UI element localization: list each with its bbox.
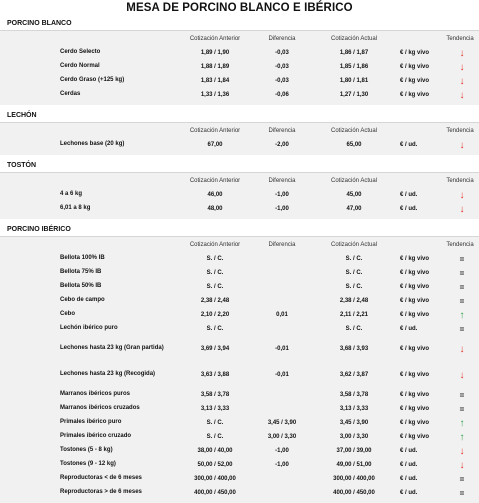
unidad: € / kg vivo [400,372,430,378]
table-row [0,336,479,362]
cotizacion-actual: 300,00 / 400,00 [333,476,375,482]
table-row [0,46,479,60]
trend-cell [450,308,474,322]
section-table [0,31,479,105]
product-name: Bellota 100% IB [60,255,105,262]
header-cotizacion-actual: Cotización Actual [330,127,378,134]
trend-cell [450,280,474,294]
cotizacion-anterior: S. / C. [206,256,224,262]
product-name: Cerdo Selecto [60,49,101,56]
product-name: 4 a 6 kg [60,191,83,198]
header-tendencia: Tendencia [446,35,474,42]
arrow-up-icon: ↑ [459,417,465,429]
product-name: Reproductoras < de 6 meses [60,475,142,482]
diferencia: -0,03 [275,64,289,70]
sections-container [0,17,479,503]
cotizacion-actual: 47,00 [346,206,362,212]
equal-icon: = [459,282,465,292]
cotizacion-actual: 3,00 / 3,30 [339,434,369,440]
header-diferencia: Diferencia [268,241,296,248]
table-row [0,294,479,308]
column-header-row [0,237,479,252]
header-diferencia: Diferencia [268,177,296,184]
unidad: € / kg vivo [400,298,430,304]
table-row [0,188,479,202]
product-name: Cerdas [60,91,81,98]
header-cotizacion-anterior: Cotización Anterior [189,177,241,184]
unidad: € / kg vivo [400,92,430,98]
trend-cell [450,416,474,430]
section-table [0,237,479,503]
trend-cell [450,322,474,336]
cotizacion-actual: 2,11 / 2,21 [339,312,369,318]
product-name: Lechones hasta 23 kg (Gran partida) [60,345,164,352]
product-name: Primales ibérico cruzado [60,433,132,440]
cotizacion-actual: 3,68 / 3,93 [339,346,369,352]
product-name: Marranos ibéricos cruzados [60,405,140,412]
arrow-down-icon: ↓ [459,459,465,471]
diferencia: 3,45 / 3,90 [267,420,297,426]
arrow-down-icon: ↓ [459,47,465,59]
header-cotizacion-actual: Cotización Actual [330,35,378,42]
unidad: € / kg vivo [400,406,430,412]
diferencia: -1,00 [275,192,289,198]
trend-cell [450,294,474,308]
unidad: € / kg vivo [400,50,430,56]
diferencia: -2,00 [275,142,289,148]
cotizacion-actual: 1,27 / 1,30 [339,92,369,98]
equal-icon: = [459,296,465,306]
cotizacion-anterior: 2,10 / 2,20 [200,312,230,318]
arrow-up-icon: ↑ [459,431,465,443]
cotizacion-actual: 1,80 / 1,81 [339,78,369,84]
arrow-down-icon: ↓ [459,75,465,87]
unidad: € / ud. [400,192,418,198]
unidad: € / kg vivo [400,346,430,352]
diferencia [258,402,306,416]
diferencia [258,322,306,336]
equal-icon: = [459,474,465,484]
product-name: Cebo de campo [60,297,105,304]
unidad: € / kg vivo [400,434,430,440]
product-name: Bellota 75% IB [60,269,102,276]
diferencia: -0,03 [275,78,289,84]
unidad: € / ud. [400,462,418,468]
header-diferencia: Diferencia [268,35,296,42]
cotizacion-anterior: S. / C. [206,434,224,440]
section-title: LECHÓN [0,109,479,123]
table-row [0,60,479,74]
trend-cell [450,188,474,202]
table-row [0,280,479,294]
cotizacion-actual: S. / C. [345,284,363,290]
cotizacion-actual: 65,00 [346,142,362,148]
product-name: Bellota 50% IB [60,283,102,290]
table-row [0,252,479,266]
cotizacion-anterior: 1,88 / 1,89 [200,64,230,70]
diferencia [258,266,306,280]
cotizacion-anterior: 1,33 / 1,36 [200,92,230,98]
cotizacion-anterior: 1,83 / 1,84 [200,78,230,84]
unidad: € / ud. [400,448,418,454]
cotizacion-actual: 2,38 / 2,48 [339,298,369,304]
cotizacion-actual: S. / C. [345,256,363,262]
cotizacion-actual: 1,86 / 1,87 [339,50,369,56]
cotizacion-anterior: 48,00 [207,206,223,212]
table-row [0,88,479,102]
trend-cell [450,138,474,152]
column-header-row [0,31,479,46]
cotizacion-anterior: 67,00 [207,142,223,148]
cotizacion-actual: 1,85 / 1,86 [339,64,369,70]
cotizacion-anterior: S. / C. [206,326,224,332]
diferencia: -1,00 [275,462,289,468]
equal-icon: = [459,268,465,278]
product-name: Lechones hasta 23 kg (Recogida) [60,371,156,378]
unidad: € / ud. [400,326,418,332]
unidad: € / kg vivo [400,64,430,70]
cotizacion-actual: 3,58 / 3,78 [339,392,369,398]
table-row [0,138,479,152]
cotizacion-actual: S. / C. [345,326,363,332]
arrow-down-icon: ↓ [459,369,465,381]
arrow-down-icon: ↓ [459,61,465,73]
section-title: PORCINO BLANCO [0,17,479,31]
unidad: € / kg vivo [400,420,430,426]
arrow-down-icon: ↓ [459,189,465,201]
unidad: € / ud. [400,142,418,148]
unidad: € / kg vivo [400,78,430,84]
table-row [0,308,479,322]
column-header-row [0,123,479,138]
product-name: Reproductoras > de 6 meses [60,489,142,496]
header-cotizacion-anterior: Cotización Anterior [189,127,241,134]
unidad: € / kg vivo [400,284,430,290]
diferencia: -0,06 [275,92,289,98]
product-name: Tostones (9 - 12 kg) [60,461,116,468]
diferencia: -0,01 [275,346,289,352]
table-row [0,74,479,88]
diferencia: -1,00 [275,206,289,212]
trend-cell [450,430,474,444]
header-cotizacion-actual: Cotización Actual [330,241,378,248]
trend-cell [450,444,474,458]
trend-cell [450,266,474,280]
unidad: € / ud. [400,490,418,496]
arrow-down-icon: ↓ [459,343,465,355]
cotizacion-actual: 3,45 / 3,90 [339,420,369,426]
cotizacion-anterior: 3,69 / 3,94 [200,346,230,352]
table-row [0,444,479,458]
unidad: € / ud. [400,476,418,482]
header-tendencia: Tendencia [446,177,474,184]
trend-cell [450,252,474,266]
trend-cell [450,486,474,500]
trend-cell [450,202,474,216]
header-diferencia: Diferencia [268,127,296,134]
diferencia: -1,00 [275,448,289,454]
equal-icon: = [459,324,465,334]
column-header-row [0,173,479,188]
diferencia: 0,01 [276,312,288,318]
diferencia: 3,00 / 3,30 [267,434,297,440]
cotizacion-anterior: 1,89 / 1,90 [200,50,230,56]
cotizacion-anterior: S. / C. [206,270,224,276]
header-cotizacion-actual: Cotización Actual [330,177,378,184]
cotizacion-anterior: 46,00 [207,192,223,198]
arrow-down-icon: ↓ [459,445,465,457]
section-table [0,123,479,155]
product-name: 6,01 a 8 kg [60,205,91,212]
unidad: € / kg vivo [400,392,430,398]
arrow-down-icon: ↓ [459,203,465,215]
trend-cell [450,402,474,416]
section-title: TOSTÓN [0,159,479,173]
arrow-down-icon: ↓ [459,89,465,101]
trend-cell [450,46,474,60]
diferencia [258,280,306,294]
cotizacion-anterior: S. / C. [206,284,224,290]
diferencia: -0,01 [275,372,289,378]
section-table [0,173,479,219]
diferencia [258,252,306,266]
header-cotizacion-anterior: Cotización Anterior [189,241,241,248]
diferencia [258,388,306,402]
trend-cell [450,458,474,472]
cotizacion-anterior: 38,00 / 40,00 [197,448,233,454]
table-row [0,472,479,486]
cotizacion-actual: 37,00 / 39,00 [336,448,372,454]
trend-cell [450,74,474,88]
equal-icon: = [459,254,465,264]
table-row [0,486,479,500]
product-name: Cerdo Normal [60,63,100,70]
cotizacion-actual: 3,62 / 3,87 [339,372,369,378]
cotizacion-actual: 400,00 / 450,00 [333,490,375,496]
unidad: € / ud. [400,206,418,212]
unidad: € / kg vivo [400,270,430,276]
trend-cell [450,336,474,362]
unidad: € / kg vivo [400,312,430,318]
cotizacion-actual: S. / C. [345,270,363,276]
cotizacion-actual: 49,00 / 51,00 [336,462,372,468]
trend-cell [450,60,474,74]
product-name: Cebo [60,311,75,318]
arrow-down-icon: ↓ [459,139,465,151]
header-tendencia: Tendencia [446,127,474,134]
unidad: € / kg vivo [400,256,430,262]
table-row [0,402,479,416]
header-tendencia: Tendencia [446,241,474,248]
product-name: Cerdo Graso (+125 kg) [60,77,125,84]
diferencia [258,486,306,500]
equal-icon: = [459,404,465,414]
table-row [0,458,479,472]
product-name: Lechones base (20 kg) [60,141,125,148]
cotizacion-anterior: 3,58 / 3,78 [200,392,230,398]
equal-icon: = [459,390,465,400]
cotizacion-anterior: S. / C. [206,420,224,426]
equal-icon: = [459,488,465,498]
trend-cell [450,362,474,388]
diferencia [258,294,306,308]
cotizacion-anterior: 50,00 / 52,00 [197,462,233,468]
trend-cell [450,388,474,402]
table-row [0,416,479,430]
table-row [0,430,479,444]
table-row [0,388,479,402]
diferencia: -0,03 [275,50,289,56]
product-name: Lechón ibérico puro [60,325,118,332]
diferencia [258,472,306,486]
cotizacion-actual: 45,00 [346,192,362,198]
trend-cell [450,88,474,102]
table-row [0,362,479,388]
table-row [0,322,479,336]
trend-cell [450,472,474,486]
page-title: MESA DE PORCINO BLANCO E IBÉRICO [126,2,353,14]
arrow-up-icon: ↑ [459,309,465,321]
product-name: Primales ibérico puro [60,419,122,426]
cotizacion-actual: 3,13 / 3,33 [339,406,369,412]
cotizacion-anterior: 400,00 / 450,00 [194,490,236,496]
section-title: PORCINO IBÉRICO [0,223,479,237]
cotizacion-anterior: 3,63 / 3,88 [200,372,230,378]
cotizacion-anterior: 300,00 / 400,00 [194,476,236,482]
cotizacion-anterior: 2,38 / 2,48 [200,298,230,304]
product-name: Marranos ibéricos puros [60,391,131,398]
table-row [0,266,479,280]
header-cotizacion-anterior: Cotización Anterior [189,35,241,42]
cotizacion-anterior: 3,13 / 3,33 [200,406,230,412]
product-name: Tostones (5 - 8 kg) [60,447,113,454]
table-row [0,202,479,216]
